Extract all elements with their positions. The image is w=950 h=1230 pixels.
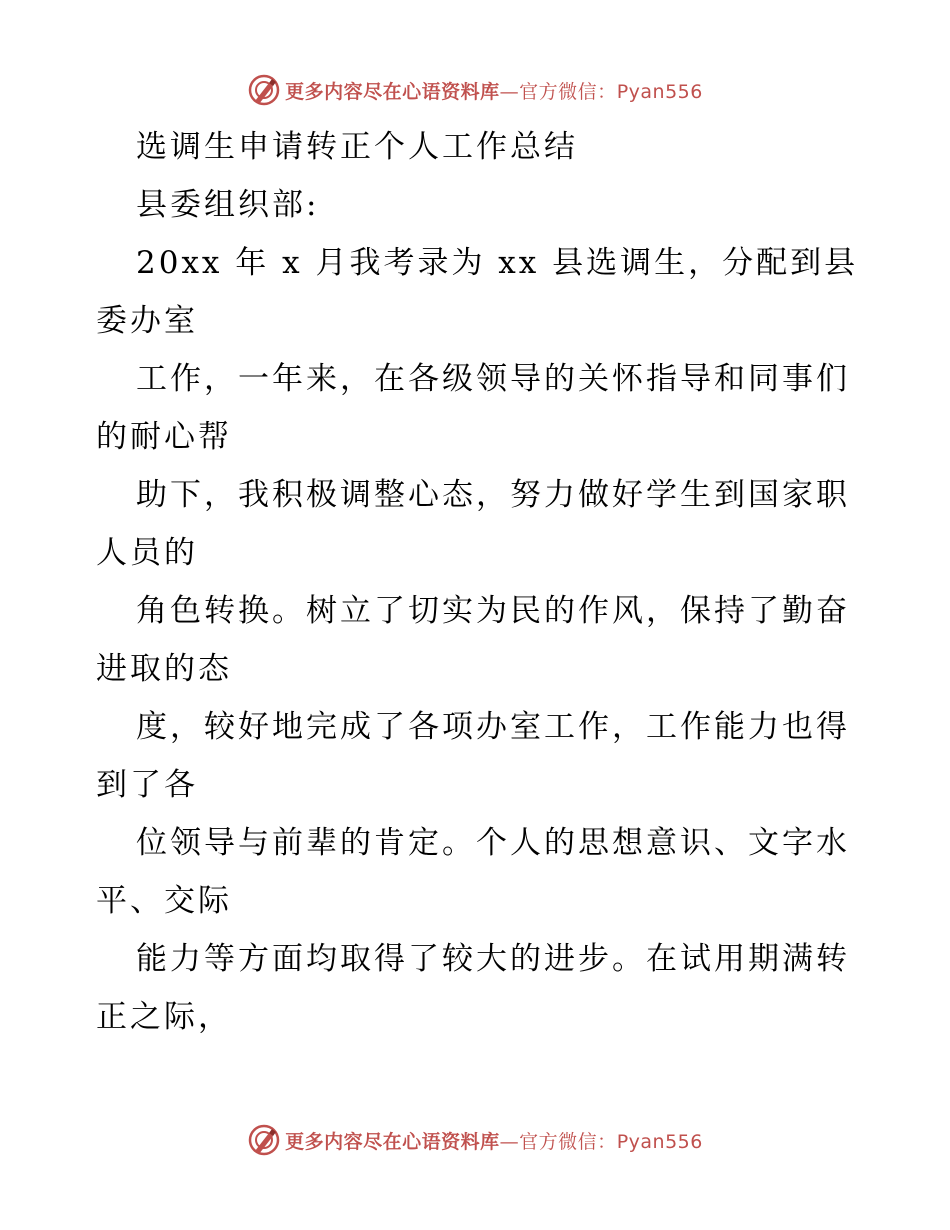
footer-banner (0, 1120, 950, 1160)
document-body (96, 118, 859, 1046)
banner-wechat-account: Pyan556 (616, 80, 703, 103)
document-line: 工作，一年来，在各级领导的关怀指导和同事们 (136, 361, 850, 397)
banner-dash: — (499, 1130, 520, 1153)
document-line: 能力等方面均取得了较大的进步。在试用期满转 (136, 941, 850, 977)
document-line: 平、交际 (96, 883, 232, 919)
document-line: 的耐心帮 (96, 419, 232, 455)
pen-logo-icon (247, 1123, 281, 1157)
banner-wechat-account: Pyan556 (616, 1130, 703, 1153)
banner-wechat-label: 官方微信： (519, 80, 617, 103)
document-line: 位领导与前辈的肯定。个人的思想意识、文字水 (136, 825, 850, 861)
banner-dash: — (499, 80, 520, 103)
banner-lead: 更多内容尽在心语资料库 (285, 80, 500, 103)
document-line: 20xx 年 x 月我考录为 xx 县选调生，分配到县 (136, 245, 859, 281)
document-line: 人员的 (96, 535, 198, 571)
banner-lead: 更多内容尽在心语资料库 (285, 1130, 500, 1153)
header-banner (0, 70, 950, 110)
document-line: 角色转换。树立了切实为民的作风，保持了勤奋 (136, 593, 850, 629)
document-line: 度，较好地完成了各项办室工作，工作能力也得 (136, 709, 850, 745)
banner-wechat-label: 官方微信： (519, 1130, 617, 1153)
document-line: 委办室 (96, 303, 198, 339)
document-line: 正之际， (96, 999, 232, 1035)
document-line: 进取的态 (96, 651, 232, 687)
footer-banner-text (285, 1127, 703, 1154)
pen-logo-icon (247, 73, 281, 107)
document-line: 助下，我积极调整心态，努力做好学生到国家职 (136, 477, 850, 513)
document-line: 选调生申请转正个人工作总结 (136, 129, 578, 165)
document-line: 到了各 (96, 767, 198, 803)
document-line: 县委组织部: (136, 187, 320, 223)
header-banner-text (285, 77, 703, 104)
